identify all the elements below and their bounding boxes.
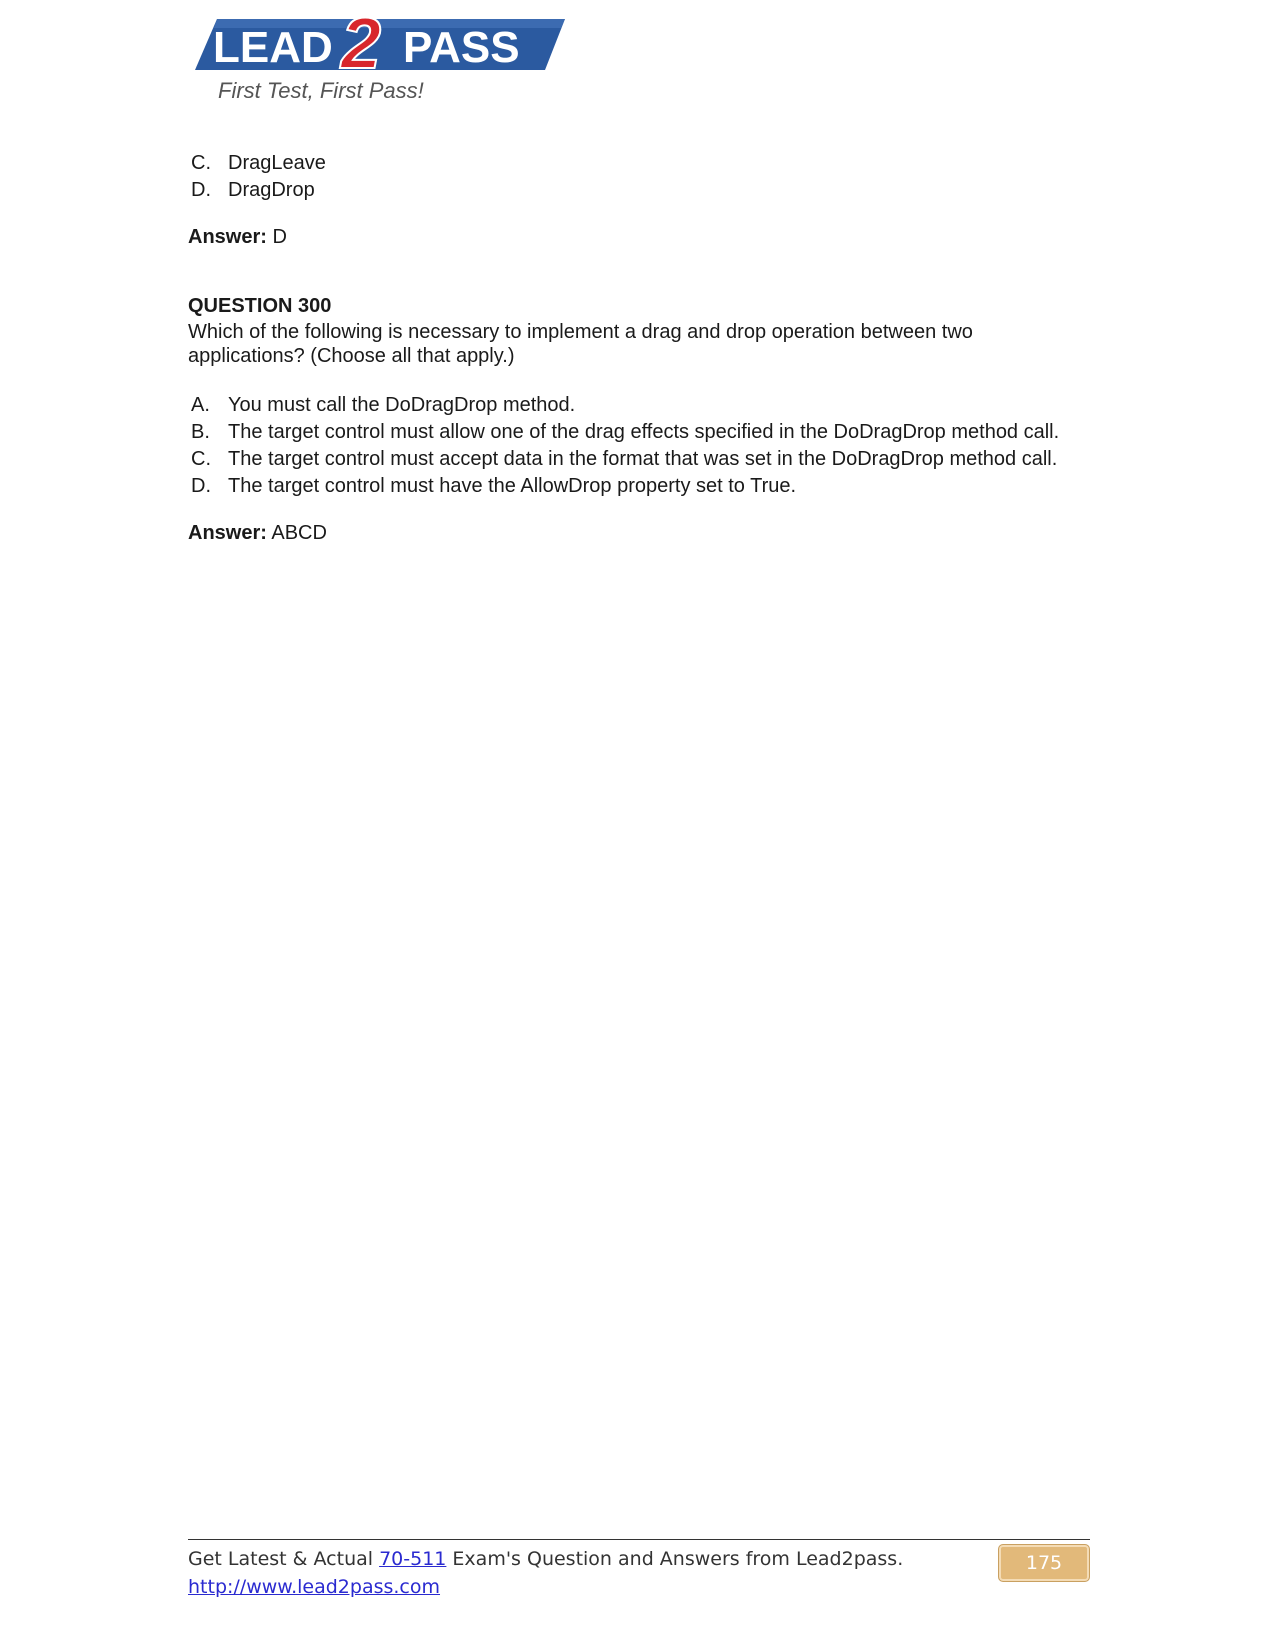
option-letter: C. [191,152,211,174]
logo-banner [195,6,585,78]
option-item [188,446,1108,473]
question-options [188,392,1108,500]
footer-text [188,1545,903,1601]
option-letter: D. [191,179,211,201]
answer-label: Answer: [188,226,267,248]
logo-text-lead: LEAD [213,23,333,72]
footer-line-2 [188,1573,903,1601]
question-text-line-2: applications? (Choose all that apply.) [188,345,515,367]
option-text: DragDrop [228,179,315,201]
prev-answer [188,224,1108,251]
option-item [188,177,1108,204]
option-text: The target control must accept data in the format that was set in the DoDragDrop method call. [228,448,1058,470]
option-item [188,419,1108,446]
option-text: DragLeave [228,152,326,174]
option-letter: D. [191,475,211,497]
option-item [188,150,1108,177]
lead2pass-logo [195,6,585,106]
answer-label: Answer: [188,522,267,544]
prev-question-options [188,150,1108,204]
logo-text-number: 2 [341,6,382,78]
option-item [188,473,1108,500]
website-link[interactable]: http://www.lead2pass.com [188,1576,441,1598]
question-text-line-1: Which of the following is necessary to implement a drag and drop operation between two [188,321,973,343]
answer-value: D [272,226,287,248]
question-title: QUESTION 300 [188,295,332,317]
footer-text-before: Get Latest & Actual [188,1548,380,1570]
logo-tagline: First Test, First Pass! [218,78,424,103]
question-answer [188,520,1108,547]
option-item [188,392,1108,419]
option-letter: A. [191,394,210,416]
logo-text-pass: PASS [403,23,520,72]
option-text: The target control must have the AllowDrop property set to True. [228,475,797,497]
option-letter: B. [191,421,210,443]
page-number-badge: 175 [998,1544,1090,1582]
option-text: You must call the DoDragDrop method. [228,394,576,416]
answer-value: ABCD [271,522,327,544]
footer-divider [188,1539,1090,1540]
question-block [188,293,1108,547]
option-letter: C. [191,448,211,470]
exam-link[interactable]: 70-511 [379,1548,447,1570]
option-text: The target control must allow one of the drag effects specified in the DoDragDrop method call. [228,421,1060,443]
footer-text-after: Exam's Question and Answers from Lead2pass. [446,1548,904,1570]
footer-line-1 [188,1545,903,1573]
page-content [188,150,1108,547]
